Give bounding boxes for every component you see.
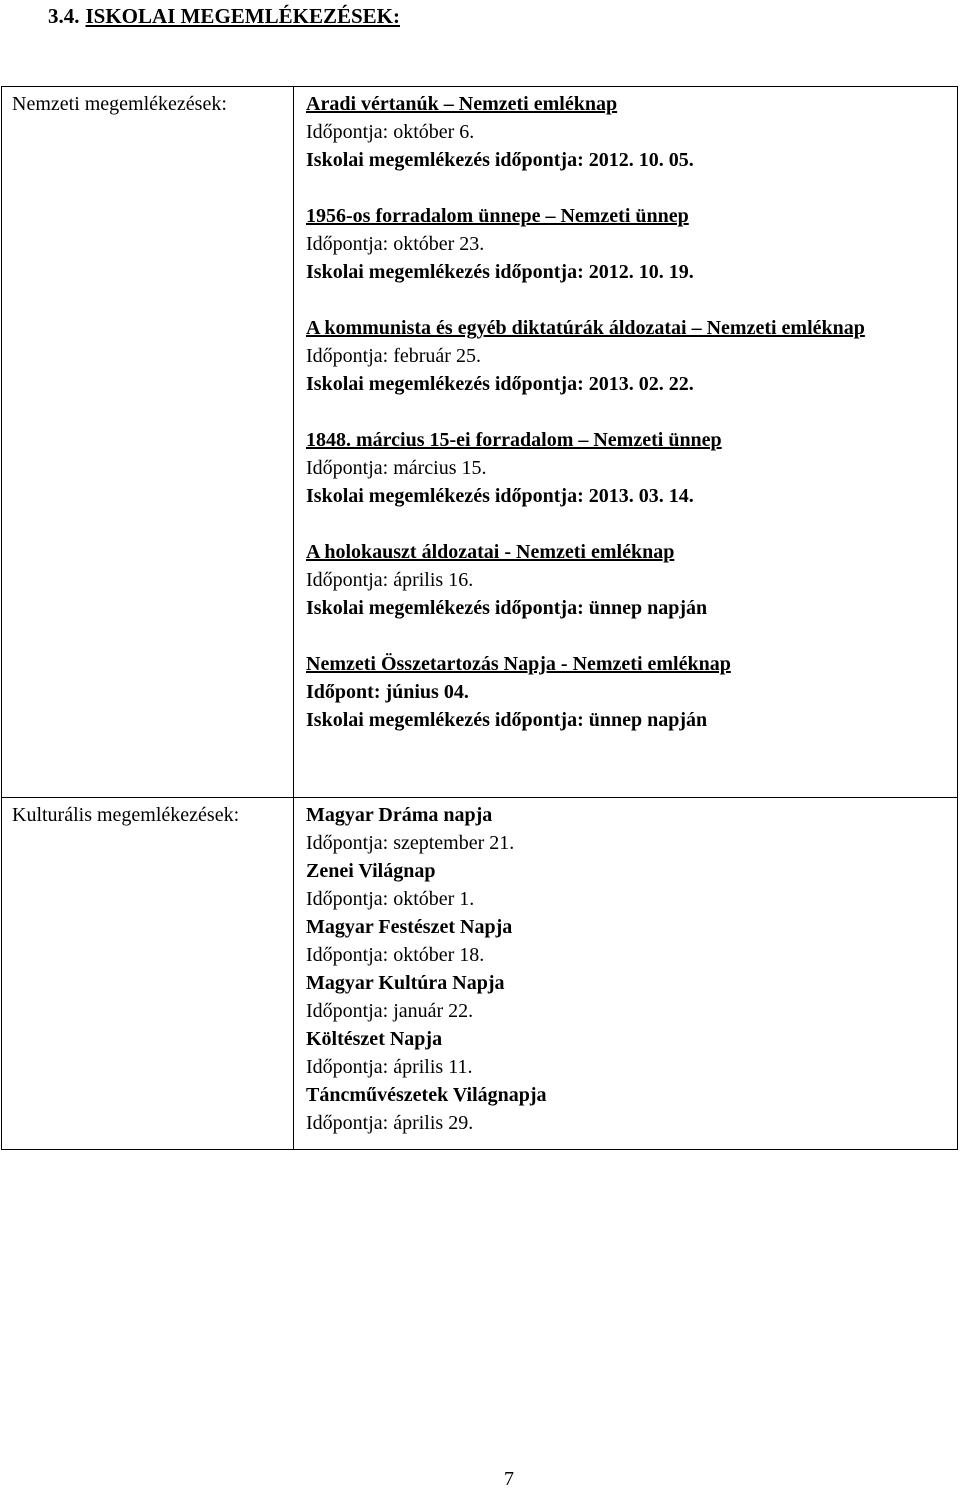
section-school-date: Iskolai megemlékezés időpontja: 2013. 02. 22. [306, 373, 694, 395]
section-school-date: Iskolai megemlékezés időpontja: 2012. 10. 19. [306, 261, 694, 283]
national-section [306, 538, 947, 622]
section-title-line: Nemzeti Összetartozás Napja - Nemzeti emléknap [306, 653, 731, 675]
national-label-cell [2, 87, 294, 798]
section-date: Időpontja: október 6. [306, 121, 475, 143]
section-school-date: Iskolai megemlékezés időpontja: 2012. 10. 05. [306, 149, 694, 171]
section-date: Időpont: június 04. [306, 681, 469, 703]
cultural-item-date: Időpontja: április 11. [306, 1056, 473, 1078]
section-number: 3.4. [48, 4, 80, 28]
section-school-date: Iskolai megemlékezés időpontja: ünnep napján [306, 597, 708, 619]
commemorations-table [1, 86, 958, 1150]
cultural-content-cell [294, 798, 958, 1150]
section-school-date: Iskolai megemlékezés időpontja: 2013. 03. 14. [306, 485, 694, 507]
section-school-date: Iskolai megemlékezés időpontja: ünnep napján [306, 709, 708, 731]
national-label: Nemzeti megemlékezések: [12, 93, 227, 115]
national-section [306, 650, 947, 734]
cultural-item-date: Időpontja: április 29. [306, 1112, 474, 1134]
cultural-item-date: Időpontja: január 22. [306, 1000, 474, 1022]
section-date: Időpontja: október 23. [306, 233, 485, 255]
section-title-line: Aradi vértanúk – Nemzeti emléknap [306, 93, 618, 115]
national-section [306, 314, 947, 398]
page-number: 7 [504, 1468, 514, 1490]
national-section [306, 90, 947, 174]
national-section [306, 202, 947, 286]
cultural-label-cell [2, 798, 294, 1150]
cultural-item-title: Magyar Kultúra Napja [306, 972, 505, 994]
section-heading [48, 4, 400, 29]
cultural-item-date: Időpontja: október 18. [306, 944, 485, 966]
cultural-item-title: Zenei Világnap [306, 860, 436, 882]
national-section [306, 426, 947, 510]
cultural-item-title: Magyar Festészet Napja [306, 916, 513, 938]
cultural-label: Kulturális megemlékezések: [12, 804, 240, 826]
cultural-item-title: Magyar Dráma napja [306, 804, 493, 826]
section-title-line: 1956-os forradalom ünnepe – Nemzeti ünnep [306, 205, 689, 227]
cultural-item-title: Költészet Napja [306, 1028, 443, 1050]
cultural-item-date: Időpontja: szeptember 21. [306, 832, 515, 854]
section-title: ISKOLAI MEGEMLÉKEZÉSEK: [85, 4, 400, 28]
cultural-item-title: Táncművészetek Világnapja [306, 1084, 547, 1106]
section-title-line: 1848. március 15-ei forradalom – Nemzeti ünnep [306, 429, 722, 451]
national-row [2, 87, 958, 798]
section-date: Időpontja: március 15. [306, 457, 487, 479]
section-title-line: A kommunista és egyéb diktatúrák áldozatai – Nemzeti emléknap [306, 317, 865, 339]
cultural-row [2, 798, 958, 1150]
section-date: Időpontja: április 16. [306, 569, 474, 591]
national-content-cell [294, 87, 958, 798]
section-title-line: A holokauszt áldozatai - Nemzeti emléknap [306, 541, 675, 563]
section-date: Időpontja: február 25. [306, 345, 481, 367]
cultural-item-date: Időpontja: október 1. [306, 888, 475, 910]
